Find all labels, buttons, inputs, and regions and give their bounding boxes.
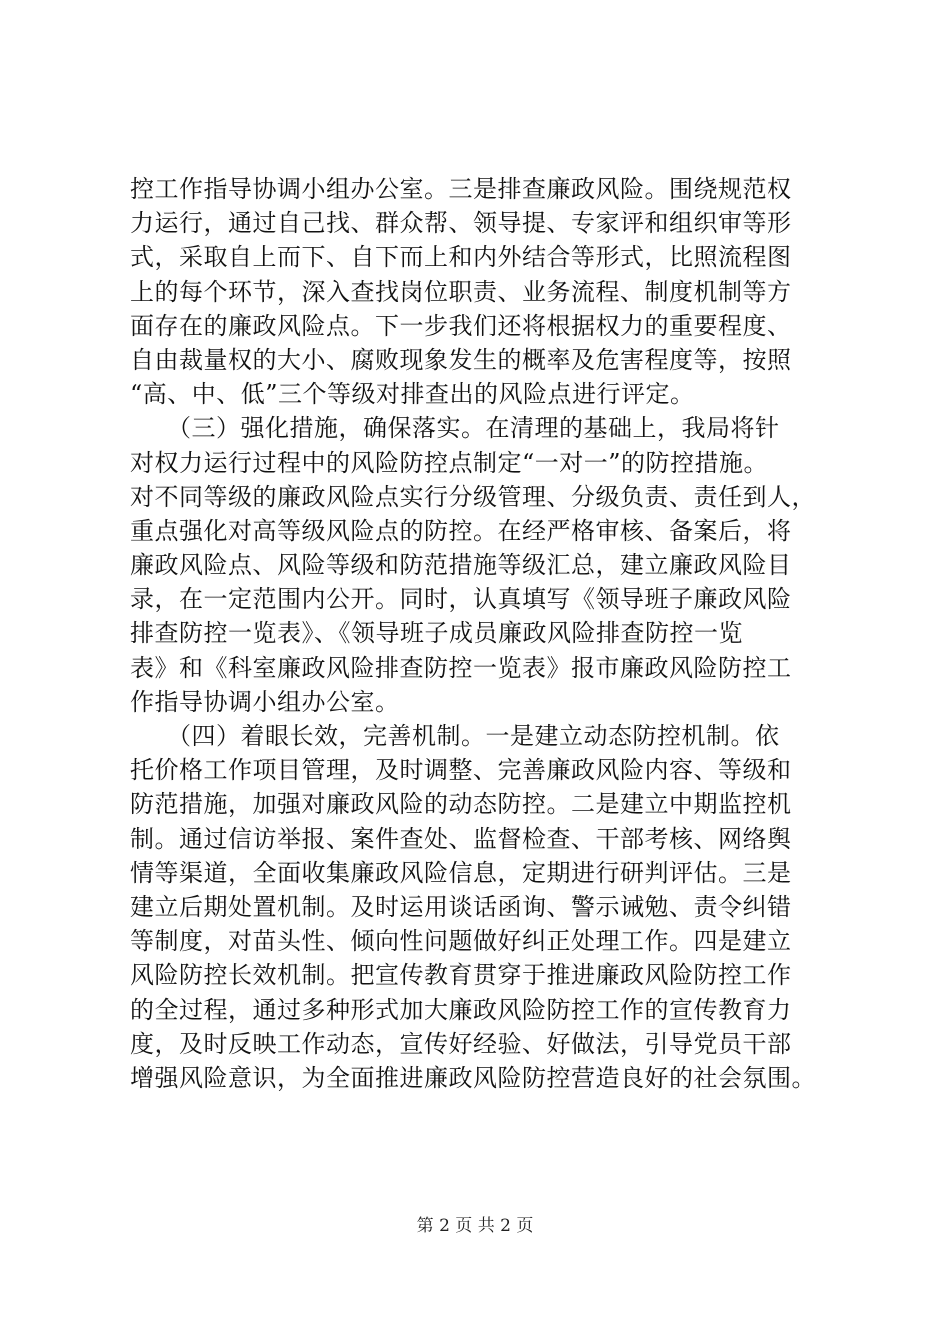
text-line: 排查防控一览表》、《领导班子成员廉政风险排查防控一览 [130,619,743,648]
text-line: 录，在一定范围内公开。同时，认真填写《领导班子廉政风险 [130,585,792,614]
page-number-label: 第 2 页 共 2 页 [416,1216,534,1236]
text-line: 度，及时反映工作动态，宣传好经验、好做法，引导党员干部 [130,1029,792,1058]
text-line: 廉政风险点、风险等级和防范措施等级汇总，建立廉政风险目 [130,551,792,580]
text-line: 建立后期处置机制。及时运用谈话函询、警示诫勉、责令纠错 [130,892,792,921]
text-line: 上的每个环节，深入查找岗位职责、业务流程、制度机制等方 [130,277,792,306]
text-line: 托价格工作项目管理，及时调整、完善廉政风险内容、等级和 [130,756,792,785]
text-line: 等制度，对苗头性、倾向性问题做好纠正处理工作。四是建立 [130,927,792,956]
text-line: （四）着眼长效，完善机制。一是建立动态防控机制。依 [130,722,780,750]
text-line: 作指导协调小组办公室。 [130,687,400,716]
body-text [130,172,840,1095]
text-line: 力运行，通过自己找、群众帮、领导提、专家评和组织审等形 [130,209,792,238]
text-line: 对不同等级的廉政风险点实行分级管理、分级负责、责任到人， [130,482,816,511]
text-line: 防范措施，加强对廉政风险的动态防控。二是建立中期监控机 [130,790,792,819]
text-line: 重点强化对高等级风险点的防控。在经严格审核、备案后，将 [130,516,792,545]
page-footer [0,1214,950,1238]
text-line: 自由裁量权的大小、腐败现象发生的概率及危害程度等，按照 [130,345,792,374]
text-line: 情等渠道，全面收集廉政风险信息，定期进行研判评估。三是 [130,858,792,887]
text-line: （三）强化措施，确保落实。在清理的基础上，我局将针 [130,414,780,443]
text-line: 面存在的廉政风险点。下一步我们还将根据权力的重要程度、 [130,311,792,340]
text-line: 控工作指导协调小组办公室。三是排查廉政风险。围绕规范权 [130,175,792,203]
text-line: 制。通过信访举报、案件查处、监督检查、干部考核、网络舆 [130,824,792,853]
text-line: 表》和《科室廉政风险排查防控一览表》报市廉政风险防控工 [130,653,792,682]
text-line: 对权力运行过程中的风险防控点制定“一对一”的防控措施。 [130,448,769,477]
text-line: “高、中、低”三个等级对排查出的风险点进行评定。 [130,380,695,409]
text-line: 的全过程，通过多种形式加大廉政风险防控工作的宣传教育力 [130,995,792,1024]
text-line: 式，采取自上而下、自下而上和内外结合等形式，比照流程图 [130,243,792,272]
text-line: 增强风险意识，为全面推进廉政风险防控营造良好的社会氛围。 [130,1063,816,1092]
text-line: 风险防控长效机制。把宣传教育贯穿于推进廉政风险防控工作 [130,961,792,990]
